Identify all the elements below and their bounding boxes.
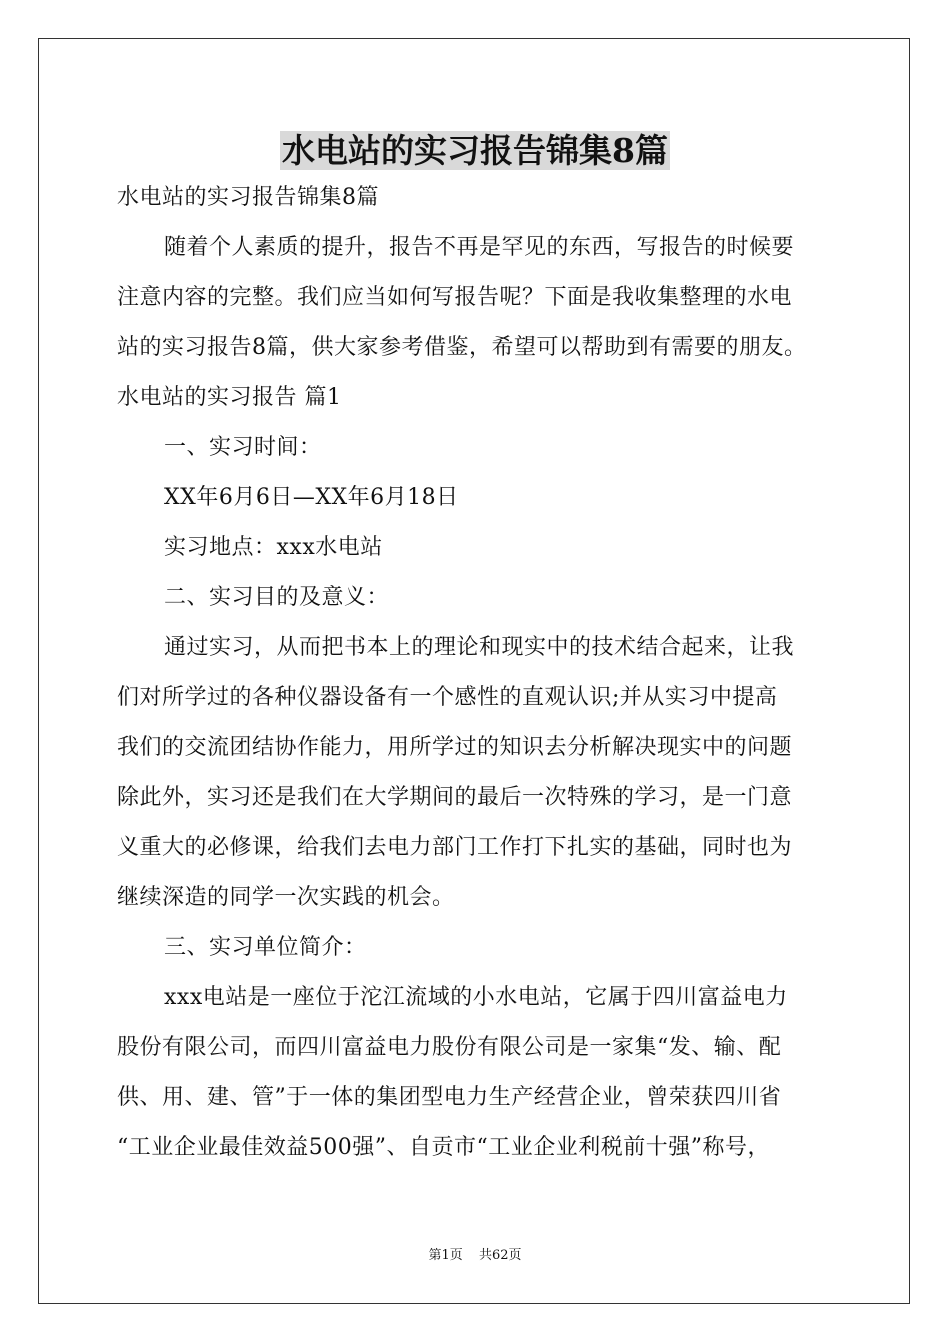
paragraph-line: 一、实习时间： <box>164 435 322 460</box>
paragraph-line: XX年6月6日—XX年6月18日 <box>164 485 459 510</box>
paragraph-line: 二、实习目的及意义： <box>164 585 390 610</box>
paragraph-line: 三、实习单位简介： <box>164 935 367 960</box>
page-number: 第1页 <box>428 1248 463 1263</box>
paragraph-line: 我们的交流团结协作能力，用所学过的知识去分析解决现实中的问题 <box>117 735 793 760</box>
page-border <box>38 38 910 1304</box>
paragraph-line: 注意内容的完整。我们应当如何写报告呢？下面是我收集整理的水电 <box>117 285 793 310</box>
subtitle-line: 水电站的实习报告锦集8篇 <box>117 185 379 210</box>
paragraph-line: 继续深造的同学一次实践的机会。 <box>117 885 455 910</box>
paragraph-line: 通过实习，从而把书本上的理论和现实中的技术结合起来，让我 <box>164 635 795 660</box>
document-title: 水电站的实习报告锦集8篇 <box>282 131 668 170</box>
paragraph-line: 股份有限公司，而四川富益电力股份有限公司是一家集“发、输、配 <box>117 1035 782 1060</box>
paragraph-line: 义重大的必修课，给我们去电力部门工作打下扎实的基础，同时也为 <box>117 835 793 860</box>
paragraph-line: 供、用、建、管”于一体的集团型电力生产经营企业，曾荣获四川省 <box>117 1085 782 1110</box>
paragraph-line: 们对所学过的各种仪器设备有一个感性的直观认识;并从实习中提高 <box>117 685 778 710</box>
paragraph-line: “工业企业最佳效益500强”、自贡市“工业企业利税前十强”称号， <box>117 1135 770 1160</box>
section-heading: 水电站的实习报告 篇1 <box>117 385 342 410</box>
paragraph-line: 站的实习报告8篇，供大家参考借鉴，希望可以帮助到有需要的朋友。 <box>117 335 807 360</box>
paragraph-line: 除此外，实习还是我们在大学期间的最后一次特殊的学习，是一门意 <box>117 785 793 810</box>
paragraph-line: xxx电站是一座位于沱江流域的小水电站，它属于四川富益电力 <box>164 985 788 1010</box>
page-total: 共62页 <box>478 1248 522 1263</box>
paragraph-line: 随着个人素质的提升，报告不再是罕见的东西，写报告的时候要 <box>164 235 795 260</box>
paragraph-line: 实习地点：xxx水电站 <box>164 535 383 560</box>
page-footer <box>0 1246 950 1266</box>
